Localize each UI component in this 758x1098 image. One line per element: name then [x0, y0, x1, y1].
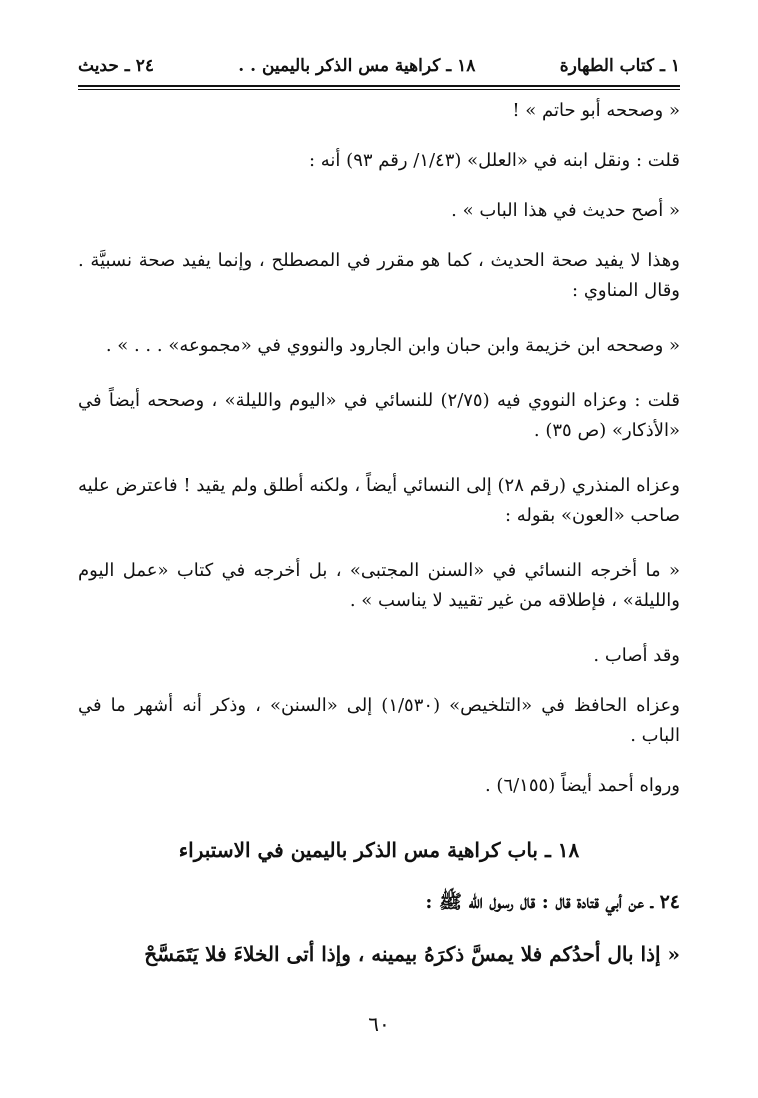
header-book-title: ١ ـ كتاب الطهارة	[559, 56, 680, 76]
paragraph: قلت : وعزاه النووي فيه (٢/٧٥) للنسائي في «اليوم والليلة» ، وصححه أيضاً في «الأذكار» (ص ٣٥) .	[78, 390, 680, 441]
page-number: ٦٠	[368, 1012, 390, 1036]
header-chapter-title: ١٨ ـ كراهية مس الذكر باليمين . .	[238, 56, 476, 76]
paragraph: قلت : ونقل ابنه في «العلل» (١/٤٣/ رقم ٩٣) أنه :	[308, 150, 680, 171]
header-rule-secondary	[78, 89, 680, 90]
page-body	[78, 96, 680, 971]
paragraph: وعزاه المنذري (رقم ٢٨) إلى النسائي أيضاً ، ولكنه أطلق ولم يقيد ! فاعترض عليه صاحب «العون» بقوله :	[78, 475, 681, 526]
hadith-intro: ٢٤ ـ عن أبي قتادة قال : قال رسول الله ﷺ :	[425, 891, 680, 913]
running-header	[78, 50, 680, 82]
paragraph: « وصححه ابن خزيمة وابن حبان وابن الجارود والنووي في «مجموعه» . . . » .	[105, 335, 680, 356]
chapter-heading: ١٨ ـ باب كراهية مس الذكر باليمين في الاستبراء	[178, 838, 580, 862]
paragraph: وعزاه الحافظ في «التلخيص» (١/٥٣٠) إلى «السنن» ، وذكر أنه أشهر ما في الباب .	[78, 695, 680, 746]
paragraph: ورواه أحمد أيضاً (٦/١٥٥) .	[484, 775, 680, 796]
paragraph: « وصححه أبو حاتم » !	[512, 100, 680, 121]
header-hadith-number: ٢٤ ـ حديث	[78, 56, 154, 76]
hadith-text: « إذا بال أحدُكم فلا يمسَّ ذكرَهُ بيمينه ، وإذا أتى الخلاءَ فلا يَتَمَسَّحْ	[144, 942, 680, 966]
paragraph: وهذا لا يفيد صحة الحديث ، كما هو مقرر في المصطلح ، وإنما يفيد صحة نسبيَّة . وقال المناوي :	[78, 250, 680, 301]
header-rule	[78, 85, 680, 87]
paragraph: « أصح حديث في هذا الباب » .	[451, 200, 680, 221]
paragraph: وقد أصاب .	[593, 645, 680, 666]
paragraph: « ما أخرجه النسائي في «السنن المجتبى» ، بل أخرجه في كتاب «عمل اليوم والليلة» ، فإطلاقه من غير تقييد لا يناسب » .	[78, 560, 680, 611]
